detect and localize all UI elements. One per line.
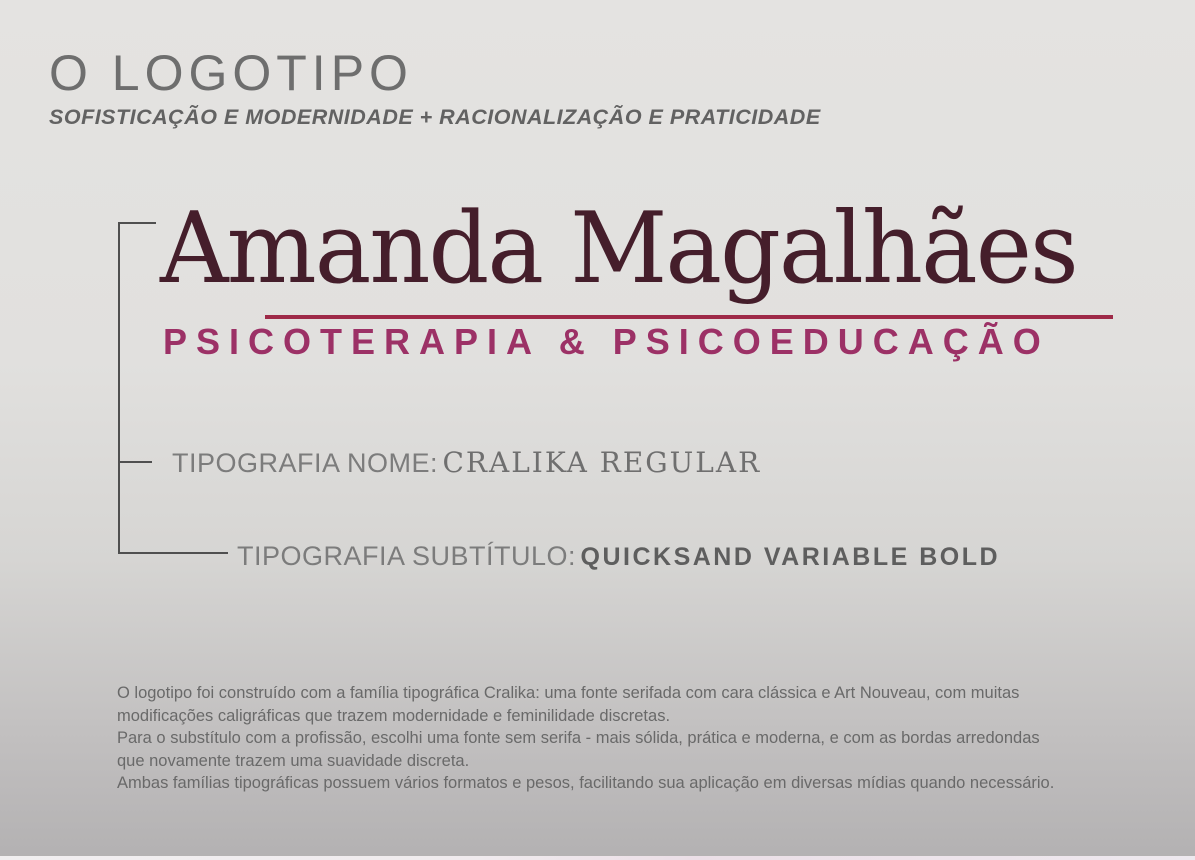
logo-underline-rule bbox=[265, 315, 1113, 319]
description-paragraph-1: O logotipo foi construído com a família tipográfica Cralika: uma fonte serifada com cara clássica e Art Nouveau, com muitas modificações caligráficas que trazem modernidade e feminilidade discretas. bbox=[117, 684, 1020, 725]
page-tagline: SOFISTICAÇÃO E MODERNIDADE + RACIONALIZAÇÃO E PRATICIDADE bbox=[49, 105, 821, 129]
typography-subtitle-annotation bbox=[237, 541, 1000, 572]
logo-wordmark: Amanda Magalhães bbox=[160, 191, 1077, 307]
description-text-block bbox=[117, 682, 1067, 795]
page-title: O LOGOTIPO bbox=[49, 45, 413, 101]
callout-bracket-middle-tick bbox=[118, 461, 152, 463]
typography-subtitle-value: QUICKSAND VARIABLE BOLD bbox=[580, 543, 1001, 571]
callout-bracket-vertical-line bbox=[118, 222, 120, 554]
slide-header bbox=[49, 45, 821, 130]
typography-name-value: CRALIKA REGULAR bbox=[442, 446, 762, 479]
logo-subtitle: PSICOTERAPIA & PSICOEDUCAÇÃO bbox=[163, 321, 1050, 362]
typography-name-annotation bbox=[172, 446, 761, 479]
bottom-edge-strip bbox=[0, 856, 1195, 860]
typography-name-label: TIPOGRAFIA NOME: bbox=[172, 448, 439, 478]
description-paragraph-3: Ambas famílias tipográficas possuem vários formatos e pesos, facilitando sua aplicação em diversas mídias quando necessário. bbox=[117, 774, 1055, 792]
description-paragraph-2: Para o substítulo com a profissão, escolhi uma fonte sem serifa - mais sólida, prática e moderna, e com as bordas arredondas que novamente trazem uma suavidade discreta. bbox=[117, 729, 1040, 770]
typography-subtitle-label: TIPOGRAFIA SUBTÍTULO: bbox=[237, 541, 577, 571]
callout-bracket-bottom-tick bbox=[118, 552, 228, 554]
callout-bracket-top-tick bbox=[118, 222, 156, 224]
